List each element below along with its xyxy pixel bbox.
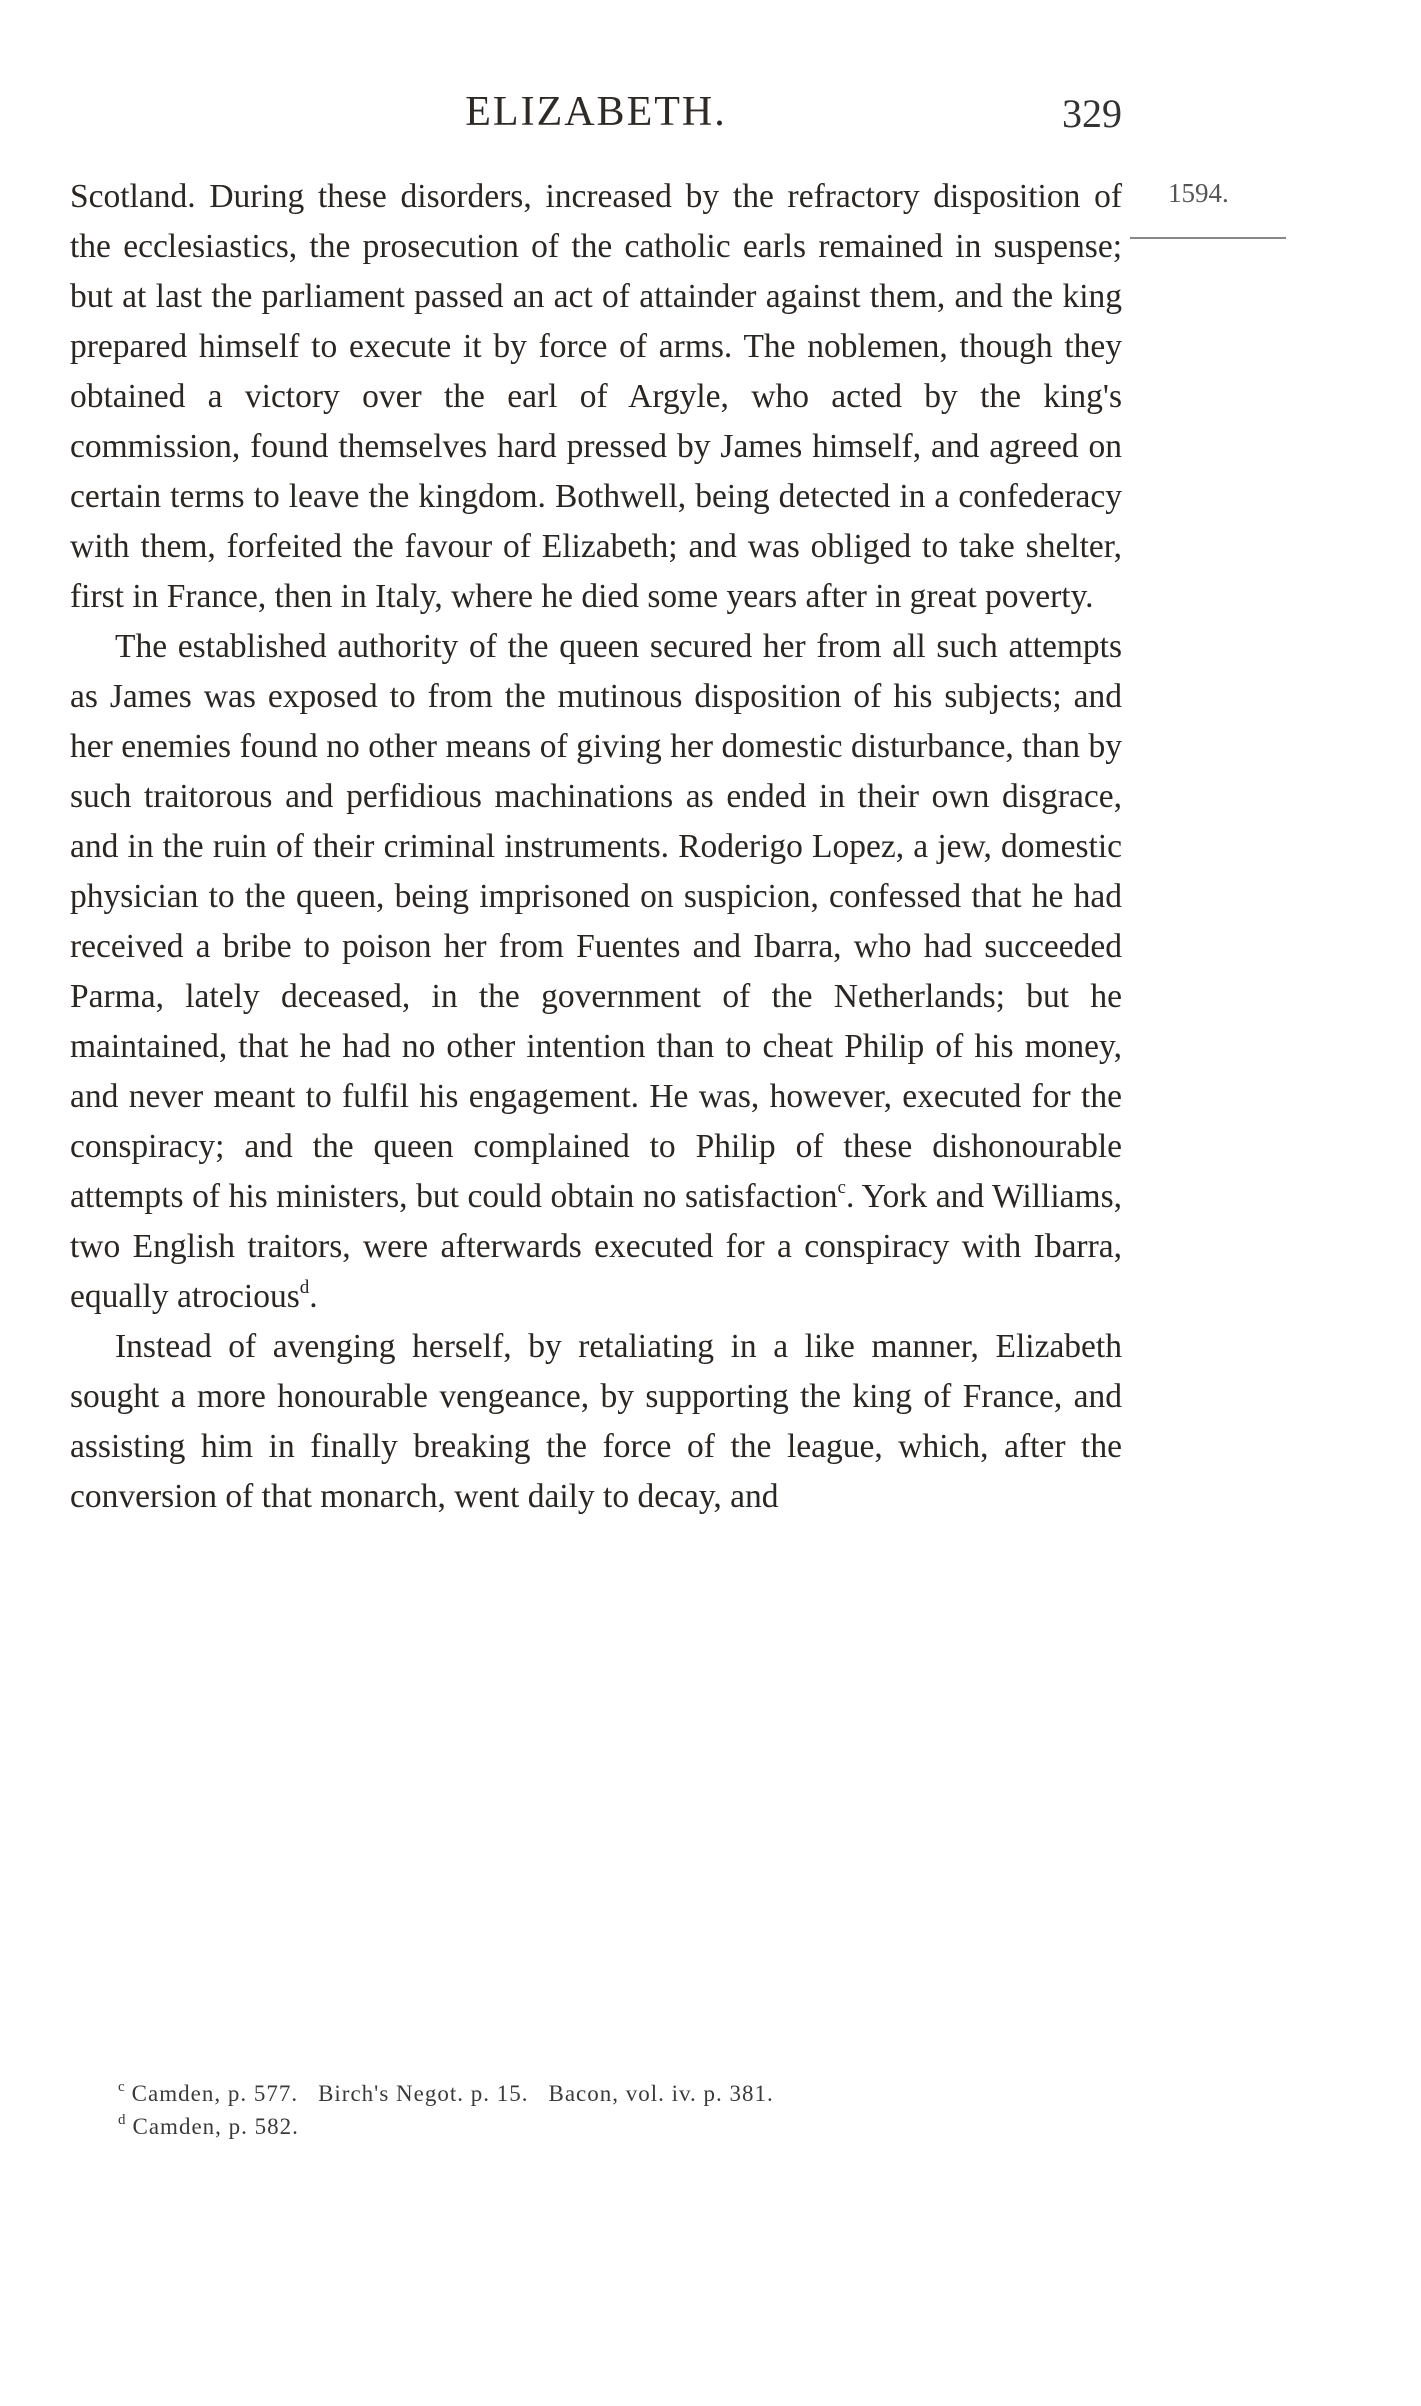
footnote-d — [118, 2110, 1118, 2143]
footnote-citation: Camden, p. 577. — [131, 2081, 299, 2106]
margin-year-note: 1594. — [1168, 178, 1229, 208]
paragraph-text: The established authority of the queen secured her from all such attempts as James was exposed to from the mutinous disposition of his subjects; and her enemies found no other means of giving her domestic disturbance, than by such traitorous and perfidious machinations as ended in their own disgrace, and in the ruin of their criminal instruments. Roderigo Lopez, a jew, domestic physician to the queen, being imprisoned on suspicion, confessed that he had received a bribe to poison her from Fuentes and Ibarra, who had succeeded Parma, lately deceased, in the government of the Netherlands; but he maintained, that he had no other intention than to cheat Philip of his money, and never meant to fulfil his engagement. He was, however, executed for the conspiracy; and the queen complained to Philip of these dishonourable attempts of his ministers, but could obtain no satisfaction — [70, 628, 1122, 1215]
paragraph-2 — [70, 622, 1122, 1322]
footnote-citation: Bacon, vol. iv. p. 381. — [548, 2081, 774, 2106]
paragraph-3 — [70, 1322, 1122, 1522]
footnote-marker: c — [837, 1177, 846, 1198]
footnote-letter: c — [118, 2079, 126, 2095]
running-title: ELIZABETH. — [465, 89, 727, 135]
footnote-c — [118, 2077, 1118, 2110]
page-number: 329 — [1062, 91, 1122, 136]
paragraph-text: Instead of avenging herself, by retaliating in a like manner, Elizabeth sought a more honourable vengeance, by supporting the king of France, and assisting him in finally breaking the force of the league, which, after the conversion of that monarch, went daily to decay, and — [70, 1328, 1122, 1515]
paragraph-text: Scotland. During these disorders, increased by the refractory disposition of the ecclesiastics, the prosecution of the catholic earls remained in suspense; but at last the parliament passed an act of attainder against them, and the king prepared himself to execute it by force of arms. The noblemen, though they obtained a victory over the earl of Argyle, who acted by the king's commission, found themselves hard pressed by James himself, and agreed on certain terms to leave the kingdom. Bothwell, being detected in a confederacy with them, forfeited the favour of Elizabeth; and was obliged to take shelter, first in France, then in Italy, where he died some years after in great poverty. — [70, 178, 1122, 615]
paragraph-1 — [70, 172, 1122, 622]
paragraph-text: . York and Williams, two English traitors, were afterwards executed for a conspiracy with Ibarra, equally atrocious — [70, 1178, 1122, 1315]
paragraph-text: . — [309, 1278, 318, 1315]
body-text — [70, 172, 1122, 1522]
footnote-citation: Camden, p. 582. — [132, 2114, 299, 2139]
footnote-letter: d — [118, 2112, 127, 2128]
footnote-marker: d — [299, 1277, 310, 1298]
footnote-citation: Birch's Negot. p. 15. — [318, 2081, 529, 2106]
footnotes — [118, 2077, 1118, 2143]
running-head — [70, 88, 1122, 148]
margin-rule — [1130, 237, 1286, 239]
